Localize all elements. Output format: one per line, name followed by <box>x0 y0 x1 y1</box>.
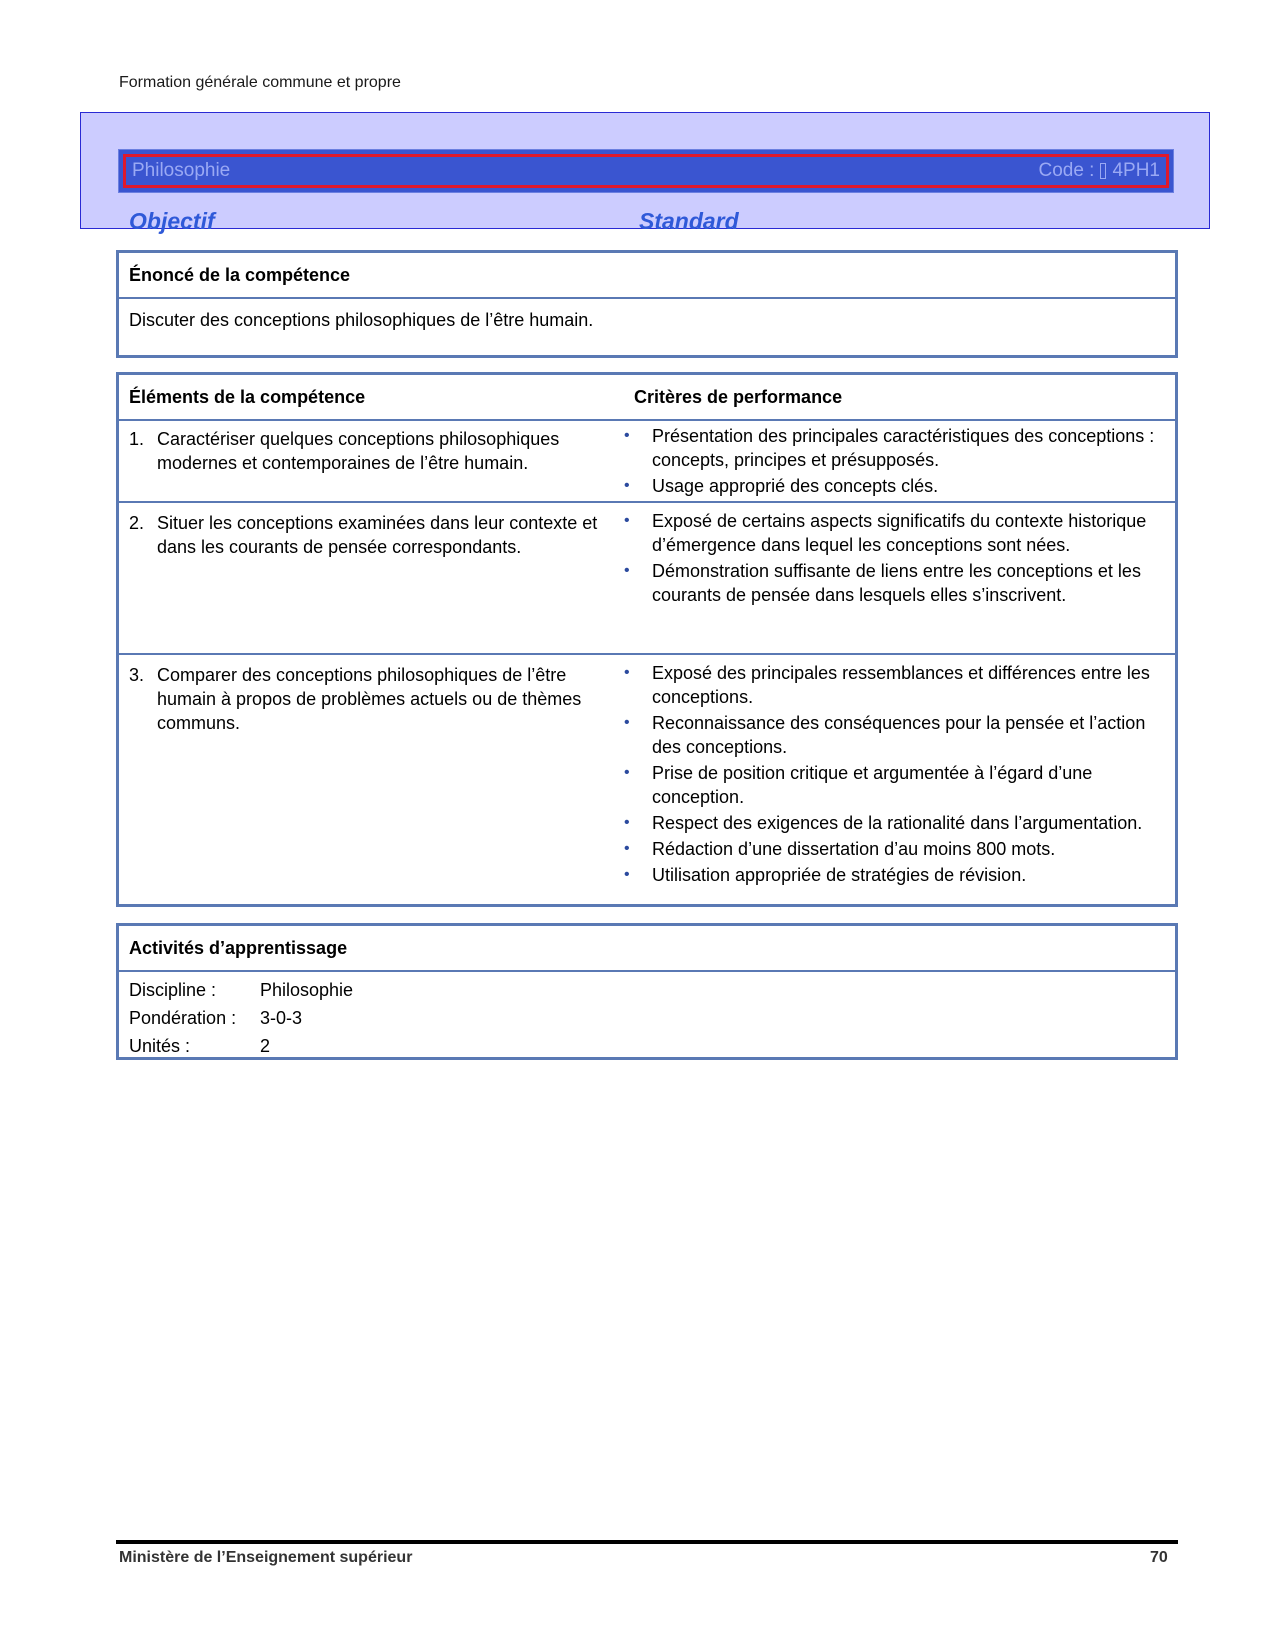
criterion: • Présentation des principales caractéristiques des conceptions : concepts, principes et présupposés. <box>624 424 1165 472</box>
criterion: • Rédaction d’une dissertation d’au moins 800 mots. <box>624 837 1165 861</box>
running-header: Formation générale commune et propre <box>119 74 401 91</box>
unites-value: 2 <box>260 1036 271 1056</box>
course-title-frame <box>123 154 1169 188</box>
criterion: • Respect des exigences de la rationalité dans l’argumentation. <box>624 811 1165 835</box>
course-title-bar <box>118 149 1174 193</box>
criterion: • Utilisation appropriée de stratégies de révision. <box>624 863 1165 887</box>
criteria-list <box>624 509 1165 609</box>
ponderation-value: 3-0-3 <box>260 1008 303 1028</box>
criterion: • Exposé de certains aspects significatifs du contexte historique d’émergence dans lequel les conceptions sont nées. <box>624 509 1165 557</box>
code-separator-icon <box>1100 163 1106 179</box>
criterion: • Reconnaissance des conséquences pour la pensée et l’action des conceptions. <box>624 711 1165 759</box>
discipline-row <box>129 976 353 1004</box>
course-title: Philosophie <box>132 160 231 181</box>
discipline-value: Philosophie <box>260 980 354 1000</box>
activites-heading: Activités d’apprentissage <box>119 926 1175 972</box>
competence-text: Discuter des conceptions philosophiques de l’être humain. <box>129 310 594 330</box>
element-number: 1. <box>129 429 145 449</box>
standard-label: Standard <box>639 208 739 234</box>
ponderation-row <box>129 1004 353 1032</box>
criterion: • Démonstration suffisante de liens entre les conceptions et les courants de pensée dans lesquels elles s’inscrivent. <box>624 559 1165 607</box>
element-row <box>119 419 1175 503</box>
page-number: 70 <box>1150 1549 1168 1566</box>
unites-label: Unités : <box>129 1036 191 1056</box>
element-item <box>129 663 609 735</box>
elements-header <box>119 375 1175 421</box>
course-code <box>1038 160 1160 182</box>
footer-ministry: Ministère de l’Enseignement supérieur <box>119 1549 413 1566</box>
discipline-label: Discipline : <box>129 980 217 1000</box>
element-item <box>129 427 609 475</box>
criteria-list <box>624 424 1165 500</box>
code-label: Code : <box>1038 160 1095 181</box>
element-text: Comparer des conceptions philosophiques de l’être humain à propos de problèmes actuels ou de thèmes communs. <box>157 665 582 733</box>
element-item <box>129 511 609 559</box>
criterion: • Prise de position critique et argumentée à l’égard d’une conception. <box>624 761 1165 809</box>
unites-row <box>129 1032 353 1060</box>
objectif-label: Objectif <box>129 208 215 234</box>
competence-heading: Énoncé de la compétence <box>119 253 1175 299</box>
criteria-heading: Critères de performance <box>634 386 843 407</box>
element-text: Situer les conceptions examinées dans leur contexte et dans les courants de pensée correspondants. <box>157 513 598 557</box>
element-row <box>119 655 1175 905</box>
criterion: • Usage approprié des concepts clés. <box>624 474 1165 498</box>
element-row <box>119 503 1175 655</box>
ponderation-label: Pondération : <box>129 1008 237 1028</box>
code-value: 4PH1 <box>1112 160 1160 181</box>
criteria-list <box>624 661 1165 889</box>
activites-box <box>116 923 1178 1060</box>
elements-heading: Éléments de la compétence <box>129 386 366 407</box>
competence-box <box>116 250 1178 358</box>
criterion: • Exposé des principales ressemblances et différences entre les conceptions. <box>624 661 1165 709</box>
element-number: 2. <box>129 513 145 533</box>
activites-details <box>129 976 353 1060</box>
footer-divider <box>116 1540 1178 1544</box>
elements-box <box>116 372 1178 907</box>
element-number: 3. <box>129 665 145 685</box>
element-text: Caractériser quelques conceptions philosophiques modernes et contemporaines de l’être humain. <box>157 429 560 473</box>
